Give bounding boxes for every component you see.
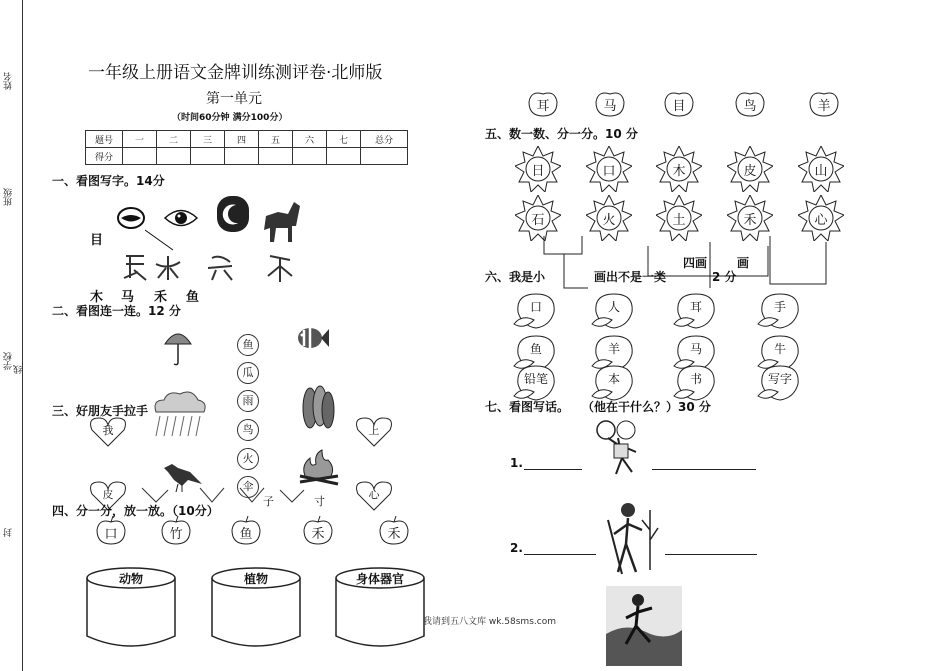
- sun-char: 禾: [743, 213, 757, 228]
- apple-card[interactable]: [594, 88, 626, 118]
- heart-char: 皮: [102, 488, 114, 501]
- apple-char: 竹: [169, 527, 183, 542]
- section-1-title: 一、看图写字。14分: [52, 174, 165, 188]
- q1-label: 1.: [510, 456, 523, 470]
- apple-char: 鱼: [239, 527, 253, 542]
- s2-circle-char[interactable]: 伞: [237, 476, 259, 498]
- score-cell: 六: [293, 131, 327, 148]
- sun-char: 土: [672, 213, 686, 228]
- peach-char: 羊: [607, 342, 620, 356]
- score-cell: 总分: [361, 131, 408, 148]
- sun-char: 口: [602, 164, 616, 179]
- section-6-title-part: 画出不是一类: [594, 270, 667, 284]
- s3-partial-char: 寸: [314, 495, 325, 508]
- apple-card[interactable]: [160, 516, 192, 546]
- sun-card[interactable]: [727, 146, 773, 192]
- school-label: 学校: [4, 352, 14, 370]
- section-6-score: 2 分: [712, 270, 737, 284]
- q1-answer-line-b[interactable]: [652, 468, 756, 470]
- peach-char: 铅笔: [523, 372, 548, 386]
- sun-char: 心: [814, 213, 828, 228]
- score-cell: 题号: [86, 131, 123, 148]
- basket-label: 身体器官: [355, 572, 404, 586]
- peach-char: 鱼: [529, 342, 542, 356]
- peach-card[interactable]: [512, 290, 560, 330]
- horse-icon: [258, 196, 304, 248]
- section-6-title: 六、我是小: [485, 270, 546, 284]
- peach-char: 人: [607, 300, 620, 314]
- sun-card[interactable]: [656, 146, 702, 192]
- peach-card[interactable]: [590, 362, 638, 402]
- score-cell: 七: [327, 131, 361, 148]
- peach-card[interactable]: [672, 362, 720, 402]
- peach-card[interactable]: [756, 362, 804, 402]
- section-2-title: 二、看图连一连。12 分: [52, 304, 181, 318]
- apple-card[interactable]: [95, 516, 127, 546]
- rain-cloud-icon: [150, 390, 208, 444]
- apple-char: 鸟: [743, 99, 757, 114]
- apple-char: 目: [672, 99, 686, 114]
- score-table: [85, 130, 408, 165]
- heart-card[interactable]: [89, 416, 127, 448]
- sun-char: 山: [814, 164, 828, 179]
- heart-card[interactable]: [355, 480, 393, 512]
- sun-card[interactable]: [656, 195, 702, 241]
- score-cell: 得分: [86, 148, 123, 165]
- score-header-row: [86, 131, 408, 148]
- heart-char: 上: [368, 424, 380, 437]
- peach-card[interactable]: [672, 290, 720, 330]
- basket-plants[interactable]: [210, 566, 302, 648]
- score-value-row: [86, 148, 408, 165]
- section-7-hint: （他在干什么？）30 分: [582, 400, 711, 414]
- sun-card[interactable]: [586, 146, 632, 192]
- basket-animals[interactable]: [85, 566, 177, 648]
- score-input-cell[interactable]: [293, 148, 327, 165]
- fish-icon: [296, 324, 330, 356]
- score-cell: 三: [191, 131, 225, 148]
- sun-card[interactable]: [798, 146, 844, 192]
- section-3-title: 三、好朋友手拉手: [52, 404, 149, 418]
- apple-card[interactable]: [808, 88, 840, 118]
- stroke-label: 画: [737, 256, 750, 270]
- heart-card[interactable]: [355, 416, 393, 448]
- apple-char: 耳: [536, 99, 550, 114]
- sun-card[interactable]: [798, 195, 844, 241]
- s2-circle-char[interactable]: 瓜: [237, 362, 259, 384]
- peach-char: 写字: [767, 372, 792, 386]
- sun-char: 日: [531, 164, 545, 179]
- q1-answer-line-a[interactable]: [524, 468, 582, 470]
- apple-card[interactable]: [302, 516, 334, 546]
- section-5-title: 五、数一数、分一分。10 分: [485, 127, 638, 141]
- peach-char: 书: [689, 372, 702, 386]
- apple-char: 马: [603, 99, 617, 114]
- name-label: 姓名: [4, 72, 14, 90]
- peach-card[interactable]: [756, 290, 804, 330]
- sun-char: 石: [531, 213, 545, 228]
- peach-char: 耳: [689, 300, 702, 314]
- sun-char: 皮: [743, 164, 757, 179]
- s2-circle-char[interactable]: 鸟: [237, 419, 259, 441]
- child-running-icon: [606, 586, 682, 670]
- binding-line: [22, 0, 23, 671]
- apple-char: 口: [104, 527, 118, 542]
- s3-partial-char: 子: [263, 495, 274, 508]
- peach-char: 手: [773, 300, 786, 314]
- score-cell: 五: [259, 131, 293, 148]
- time-info: （时间60分钟 满分100分）: [172, 113, 288, 123]
- sun-char: 火: [602, 213, 616, 228]
- seal-label: 封: [4, 528, 14, 537]
- apple-card[interactable]: [663, 88, 695, 118]
- child-planting-icon: [600, 500, 660, 582]
- s1-answer-char: 马: [121, 290, 135, 305]
- s2-circle-char[interactable]: 雨: [237, 390, 259, 412]
- mouth-icon: [116, 205, 146, 235]
- peach-char: 马: [689, 342, 702, 356]
- apple-card[interactable]: [378, 516, 410, 546]
- peach-char: 口: [529, 300, 542, 314]
- child-playing-icon: [596, 416, 646, 482]
- ancient-glyph-icon: [120, 252, 310, 288]
- heart-char: 心: [368, 488, 380, 501]
- basket-label: 植物: [243, 572, 268, 586]
- score-cell: 一: [123, 131, 157, 148]
- apple-char: 禾: [311, 527, 325, 542]
- s1-answer-char: 禾: [154, 290, 168, 305]
- score-input-cell[interactable]: [123, 148, 157, 165]
- q2-answer-line-a[interactable]: [524, 553, 596, 555]
- section-7-title: 七、看图写话。: [485, 400, 570, 414]
- score-input-cell[interactable]: [157, 148, 191, 165]
- melon-icon: [300, 384, 336, 434]
- s1-left-char: 目: [90, 233, 104, 248]
- score-cell: 四: [225, 131, 259, 148]
- score-input-cell[interactable]: [191, 148, 225, 165]
- sun-card[interactable]: [586, 195, 632, 241]
- unit-title: 第一单元: [206, 91, 262, 107]
- peach-char: 牛: [773, 342, 786, 356]
- s2-circle-char[interactable]: 火: [237, 448, 259, 470]
- moon-icon: [216, 195, 250, 237]
- stroke-label: 四画: [683, 256, 708, 270]
- umbrella-icon: [163, 328, 193, 370]
- apple-char: 禾: [387, 527, 401, 542]
- page-title: 一年级上册语文金牌训练测评卷·北师版: [88, 63, 383, 83]
- apple-card[interactable]: [734, 88, 766, 118]
- peach-char: 本: [607, 372, 620, 386]
- line-label: 线: [14, 365, 24, 374]
- q2-answer-line-b[interactable]: [665, 553, 757, 555]
- sun-char: 木: [672, 164, 686, 179]
- heart-char: 我: [102, 424, 114, 437]
- peach-card[interactable]: [590, 290, 638, 330]
- score-cell: 二: [157, 131, 191, 148]
- s1-answer-char: 鱼: [186, 290, 200, 305]
- score-input-cell[interactable]: [225, 148, 259, 165]
- peach-card[interactable]: [512, 362, 560, 402]
- score-input-cell[interactable]: [327, 148, 361, 165]
- score-input-cell[interactable]: [361, 148, 408, 165]
- q2-label: 2.: [510, 541, 523, 555]
- basket-body-organs[interactable]: [334, 566, 426, 648]
- s2-circle-char[interactable]: 鱼: [237, 334, 259, 356]
- sun-card[interactable]: [515, 195, 561, 241]
- s1-answer-char: 木: [90, 290, 104, 305]
- apple-card[interactable]: [527, 88, 559, 118]
- sun-card[interactable]: [727, 195, 773, 241]
- apple-char: 羊: [817, 99, 831, 114]
- section-4-title: 四、分一分，放一放。（10分）: [52, 504, 219, 518]
- sun-card[interactable]: [515, 146, 561, 192]
- class-label: 班级: [4, 188, 14, 206]
- basket-label: 动物: [118, 572, 143, 586]
- score-input-cell[interactable]: [259, 148, 293, 165]
- footer-watermark: 我请到五八文库 wk.58sms.com: [423, 617, 556, 627]
- apple-card[interactable]: [230, 516, 262, 546]
